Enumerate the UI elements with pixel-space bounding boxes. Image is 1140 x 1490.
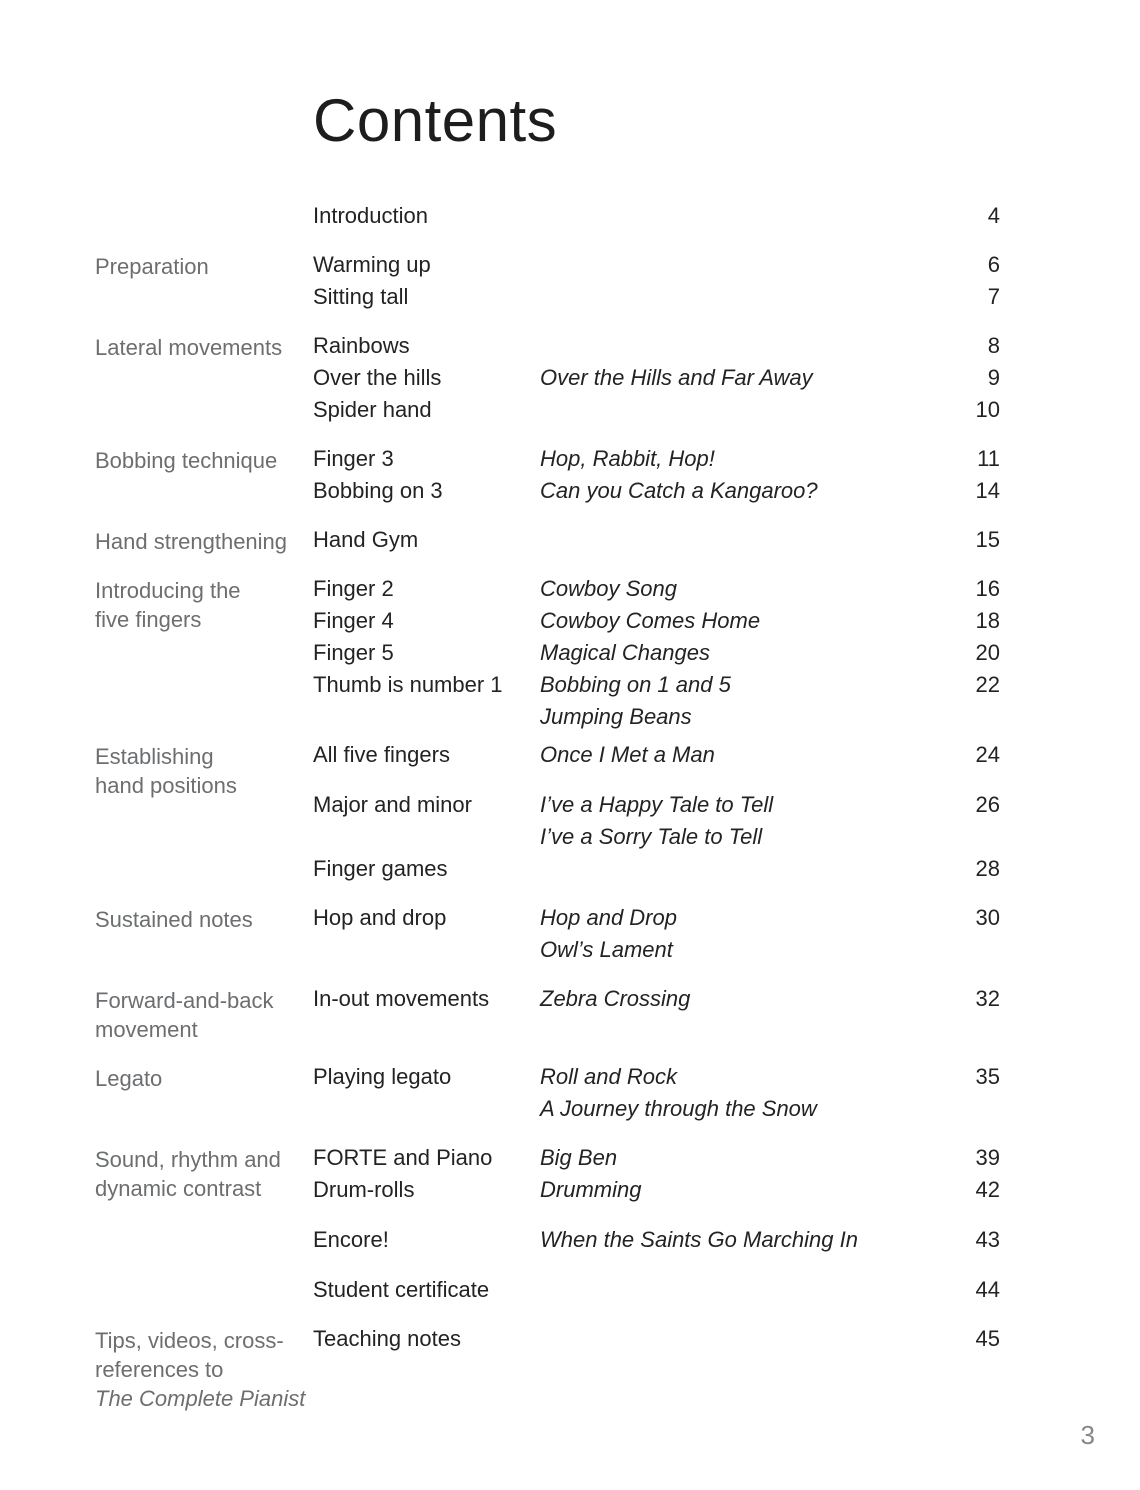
section-rows	[313, 1142, 1000, 1306]
item-title: All five fingers	[313, 742, 450, 767]
category-line: hand positions	[95, 773, 237, 798]
item-title: Finger 3	[313, 446, 394, 471]
song-title	[540, 394, 930, 426]
toc-row	[313, 443, 1000, 475]
toc-section	[95, 739, 1000, 885]
toc-row	[313, 1323, 1000, 1355]
item-title	[313, 821, 540, 853]
item-title: Student certificate	[313, 1277, 490, 1302]
item-title: Teaching notes	[313, 1326, 461, 1351]
toc-row	[313, 1093, 1000, 1125]
song-title	[540, 853, 930, 885]
toc-section	[95, 983, 1000, 1044]
toc-row	[313, 1224, 1000, 1256]
category-label	[95, 1323, 313, 1413]
toc-row	[313, 1142, 1000, 1174]
toc-row	[313, 524, 1000, 556]
song-title	[540, 281, 930, 313]
song-title: Magical Changes	[540, 640, 710, 665]
toc-row	[313, 200, 1000, 232]
section-rows	[313, 902, 1000, 966]
page-number: 28	[975, 856, 1000, 881]
item-title: Bobbing on 3	[313, 478, 443, 503]
page-number: 15	[975, 527, 1000, 552]
song-title: Hop, Rabbit, Hop!	[540, 446, 715, 471]
page-number: 39	[975, 1145, 1000, 1170]
song-title: Cowboy Song	[540, 576, 677, 601]
toc-row	[313, 821, 1000, 853]
song-title: Zebra Crossing	[540, 986, 691, 1011]
item-title: Playing legato	[313, 1064, 452, 1089]
toc-row	[313, 249, 1000, 281]
toc-row	[313, 1174, 1000, 1206]
toc-row	[313, 853, 1000, 885]
toc-row	[313, 637, 1000, 669]
category-line: Hand strengthening	[95, 529, 288, 554]
song-title	[540, 524, 930, 556]
category-label	[95, 524, 313, 556]
song-title: Can you Catch a Kangaroo?	[540, 478, 818, 503]
page-number	[930, 821, 1000, 853]
page-number	[930, 1093, 1000, 1125]
section-rows	[313, 573, 1000, 733]
page-number	[930, 934, 1000, 966]
category-line: movement	[95, 1017, 198, 1042]
toc-row	[313, 330, 1000, 362]
item-title: Finger 5	[313, 640, 394, 665]
toc-row	[313, 669, 1000, 701]
toc-row	[313, 605, 1000, 637]
category-label	[95, 902, 313, 966]
song-title	[540, 249, 930, 281]
item-title: FORTE and Piano	[313, 1145, 493, 1170]
page-number: 16	[975, 576, 1000, 601]
toc-section	[95, 1323, 1000, 1413]
category-label	[95, 983, 313, 1044]
song-title: Bobbing on 1 and 5	[540, 672, 731, 697]
section-rows	[313, 1061, 1000, 1125]
page-number: 22	[975, 672, 1000, 697]
song-title: I’ve a Sorry Tale to Tell	[540, 824, 763, 849]
item-title: Drum-rolls	[313, 1177, 415, 1202]
song-title	[540, 200, 930, 232]
page-number: 7	[987, 284, 1000, 309]
section-rows	[313, 739, 1000, 885]
item-title: Thumb is number 1	[313, 672, 503, 697]
category-label	[95, 443, 313, 507]
toc-row	[313, 362, 1000, 394]
category-label	[95, 1061, 313, 1125]
page-number: 30	[975, 905, 1000, 930]
item-title: Over the hills	[313, 365, 442, 390]
category-line: Legato	[95, 1066, 163, 1091]
section-rows	[313, 983, 1000, 1044]
toc-section	[95, 573, 1000, 733]
page-number: 8	[987, 333, 1000, 358]
section-rows	[313, 200, 1000, 232]
item-title: Major and minor	[313, 792, 472, 817]
page-number: 14	[975, 478, 1000, 503]
toc-section	[95, 443, 1000, 507]
item-title: Sitting tall	[313, 284, 409, 309]
toc-section	[95, 330, 1000, 426]
page-number: 32	[975, 986, 1000, 1011]
toc-section	[95, 1142, 1000, 1306]
item-title: Hand Gym	[313, 527, 419, 552]
category-label	[95, 739, 313, 885]
item-title: Rainbows	[313, 333, 410, 358]
toc-row	[313, 1061, 1000, 1093]
category-label	[95, 249, 313, 313]
category-line: Bobbing technique	[95, 448, 278, 473]
category-line: Preparation	[95, 254, 209, 279]
category-line: The Complete Pianist	[95, 1386, 306, 1411]
category-line: Sustained notes	[95, 907, 253, 932]
section-rows	[313, 330, 1000, 426]
toc-row	[313, 475, 1000, 507]
category-label	[95, 1142, 313, 1306]
page-number	[930, 701, 1000, 733]
toc-row	[313, 934, 1000, 966]
song-title: Once I Met a Man	[540, 742, 715, 767]
category-label	[95, 573, 313, 733]
song-title: When the Saints Go Marching In	[540, 1227, 858, 1252]
toc-row	[313, 394, 1000, 426]
page-number: 4	[987, 203, 1000, 228]
category-line: dynamic contrast	[95, 1176, 262, 1201]
page-number: 43	[975, 1227, 1000, 1252]
toc	[95, 200, 1000, 1413]
toc-row	[313, 573, 1000, 605]
song-title: Drumming	[540, 1177, 642, 1202]
toc-row	[313, 281, 1000, 313]
page-number: 42	[975, 1177, 1000, 1202]
item-title: In-out movements	[313, 986, 490, 1011]
toc-row	[313, 902, 1000, 934]
page-number: 10	[975, 397, 1000, 422]
category-line: five fingers	[95, 607, 202, 632]
category-line: Sound, rhythm and	[95, 1147, 281, 1172]
toc-section	[95, 249, 1000, 313]
category-line: Forward-and-back	[95, 988, 274, 1013]
page-number: 45	[975, 1326, 1000, 1351]
section-rows	[313, 1323, 1000, 1413]
toc-section	[95, 524, 1000, 556]
song-title: Cowboy Comes Home	[540, 608, 761, 633]
toc-section	[95, 902, 1000, 966]
page-number: 9	[987, 365, 1000, 390]
item-title: Finger 2	[313, 576, 394, 601]
item-title: Hop and drop	[313, 905, 447, 930]
song-title: I’ve a Happy Tale to Tell	[540, 792, 774, 817]
page-number: 35	[975, 1064, 1000, 1089]
page-number: 26	[975, 792, 1000, 817]
toc-row	[313, 789, 1000, 821]
toc-row	[313, 983, 1000, 1015]
page-number: 20	[975, 640, 1000, 665]
item-title: Introduction	[313, 203, 428, 228]
song-title: Owl’s Lament	[540, 937, 673, 962]
item-title: Finger 4	[313, 608, 394, 633]
toc-row	[313, 739, 1000, 771]
item-title: Finger games	[313, 856, 448, 881]
page-title: Contents	[313, 87, 558, 154]
song-title	[540, 330, 930, 362]
song-title: Hop and Drop	[540, 905, 677, 930]
item-title	[313, 934, 540, 966]
page-number: 18	[975, 608, 1000, 633]
song-title: Jumping Beans	[540, 704, 692, 729]
item-title: Warming up	[313, 252, 431, 277]
item-title: Spider hand	[313, 397, 432, 422]
song-title	[540, 1274, 930, 1306]
item-title: Encore!	[313, 1227, 389, 1252]
song-title: Big Ben	[540, 1145, 618, 1170]
song-title: Over the Hills and Far Away	[540, 365, 813, 390]
song-title: A Journey through the Snow	[540, 1096, 817, 1121]
toc-row	[313, 701, 1000, 733]
category-line: references to	[95, 1357, 224, 1382]
category-line: Introducing the	[95, 578, 241, 603]
item-title	[313, 1093, 540, 1125]
page-number: 6	[987, 252, 1000, 277]
category-label	[95, 200, 313, 232]
footer-page-number: 3	[1080, 1420, 1095, 1450]
category-line: Establishing	[95, 744, 214, 769]
category-line: Lateral movements	[95, 335, 283, 360]
song-title: Roll and Rock	[540, 1064, 677, 1089]
section-rows	[313, 249, 1000, 313]
section-rows	[313, 524, 1000, 556]
toc-section	[95, 1061, 1000, 1125]
toc-row	[313, 1274, 1000, 1306]
category-line: Tips, videos, cross-	[95, 1328, 284, 1353]
section-rows	[313, 443, 1000, 507]
page-number: 24	[975, 742, 1000, 767]
category-label	[95, 330, 313, 426]
item-title	[313, 701, 540, 733]
page-number: 11	[977, 446, 1000, 471]
page-number: 44	[975, 1277, 1000, 1302]
song-title	[540, 1323, 930, 1355]
toc-section	[95, 200, 1000, 232]
